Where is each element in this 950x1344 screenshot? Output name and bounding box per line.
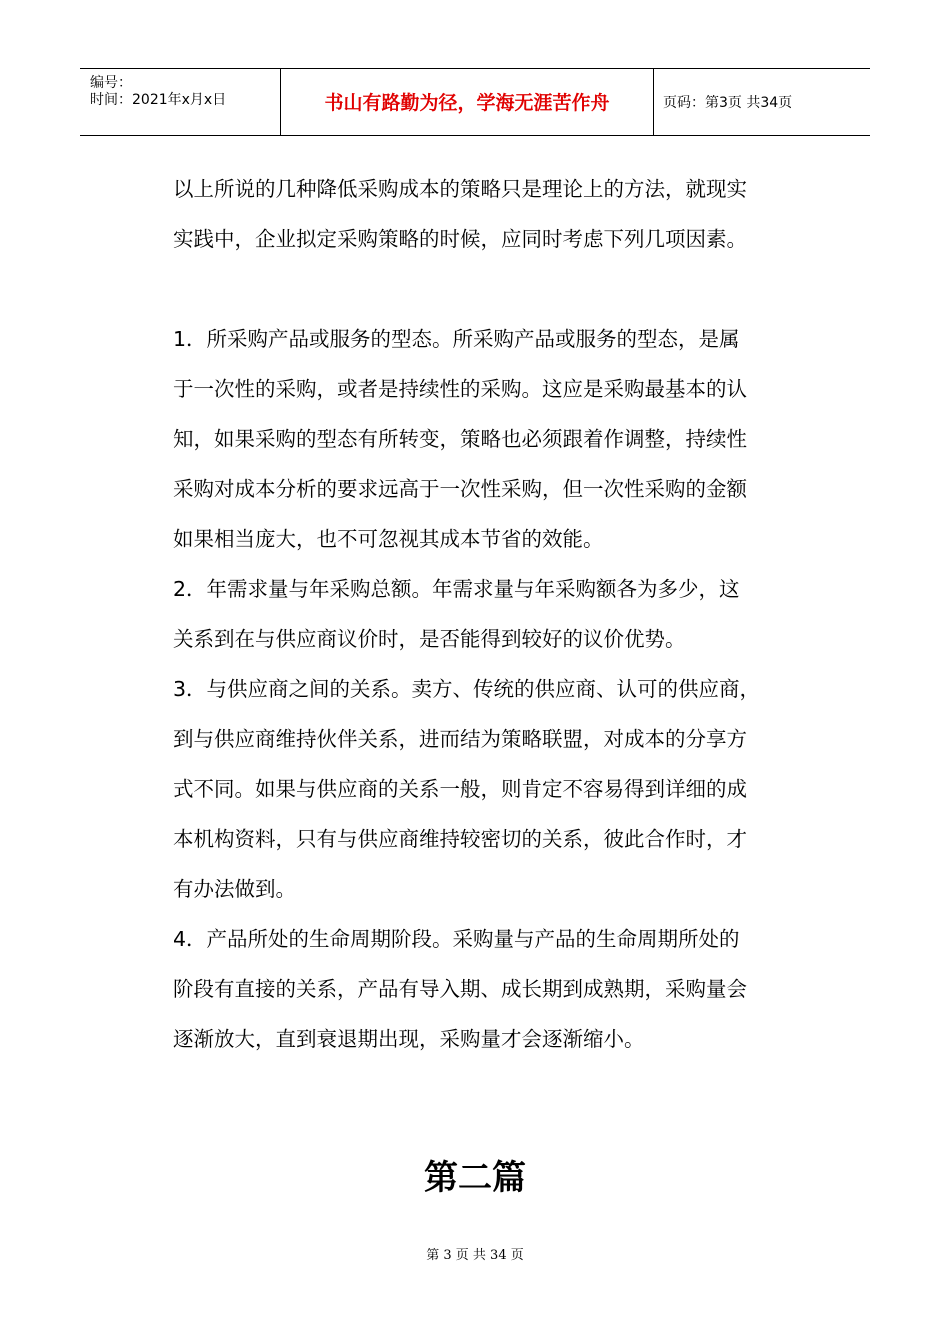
body-line: 到与供应商维持伙伴关系，进而结为策略联盟，对成本的分享方 (173, 727, 747, 751)
header-page-info: 页码：第3页 共34页 (663, 95, 793, 111)
body-line: 如果相当庞大，也不可忽视其成本节省的效能。 (173, 527, 604, 551)
body-line: 实践中，企业拟定采购策略的时候，应同时考虑下列几项因素。 (173, 227, 747, 251)
page-header (80, 68, 870, 136)
paragraph-gap (173, 264, 813, 314)
document-number-label: 编号： (90, 75, 132, 91)
list-item (173, 664, 813, 914)
list-item (173, 314, 813, 564)
body-line: 知，如果采购的型态有所转变，策略也必须跟着作调整，持续性 (173, 427, 747, 451)
list-item (173, 914, 813, 1064)
header-meta-cell (80, 69, 280, 135)
body-line: 2．年需求量与年采购总额。年需求量与年采购额各为多少，这 (173, 577, 740, 601)
body-line: 关系到在与供应商议价时，是否能得到较好的议价优势。 (173, 627, 686, 651)
body-line: 逐渐放大，直到衰退期出现，采购量才会逐渐缩小。 (173, 1027, 645, 1051)
body-line: 1．所采购产品或服务的型态。所采购产品或服务的型态，是属 (173, 327, 740, 351)
body-line: 以上所说的几种降低采购成本的策略只是理论上的方法，就现实 (173, 177, 747, 201)
header-page-cell (653, 69, 870, 135)
section-title: 第二篇 (424, 1158, 526, 1198)
body-line: 本机构资料，只有与供应商维持较密切的关系，彼此合作时，才 (173, 827, 747, 851)
body-line: 式不同。如果与供应商的关系一般，则肯定不容易得到详细的成 (173, 777, 747, 801)
body-line: 于一次性的采购，或者是持续性的采购。这应是采购最基本的认 (173, 377, 747, 401)
header-motto-cell (280, 69, 654, 135)
page-footer: 第 3 页 共 34 页 (426, 1248, 524, 1263)
document-body (173, 164, 813, 1064)
body-line: 阶段有直接的关系，产品有导入期、成长期到成熟期，采购量会 (173, 977, 747, 1001)
list-item (173, 564, 813, 664)
body-line: 采购对成本分析的要求远高于一次性采购，但一次性采购的金额 (173, 477, 747, 501)
document-date: 时间：2021年x月x日 (90, 92, 227, 108)
body-line: 4．产品所处的生命周期阶段。采购量与产品的生命周期所处的 (173, 927, 740, 951)
body-line: 有办法做到。 (173, 877, 296, 901)
body-line: 3．与供应商之间的关系。卖方、传统的供应商、认可的供应商， (173, 677, 761, 701)
header-motto: 书山有路勤为径，学海无涯苦作舟 (324, 92, 610, 114)
